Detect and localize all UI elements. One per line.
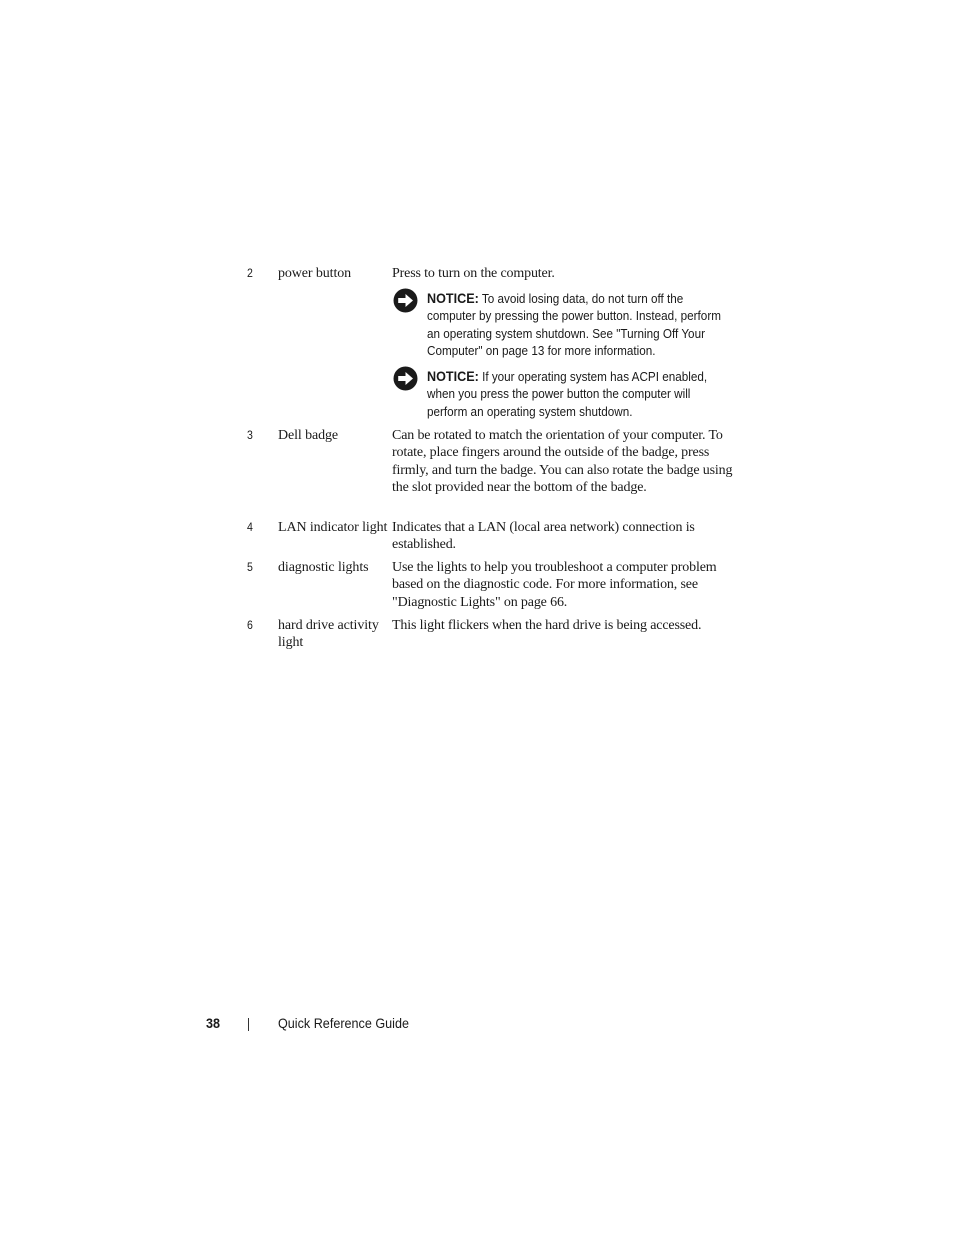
item-description: Indicates that a LAN (local area network) connection is established. <box>392 520 695 553</box>
footer-divider <box>248 1018 249 1031</box>
notice-body: If your operating system has ACPI enabled, when you press the power button the computer will perform an operating system shutdown. <box>427 369 708 419</box>
item-label: diagnostic lights <box>278 560 369 575</box>
notice-text <box>427 368 733 420</box>
notice-label: NOTICE: <box>427 368 479 384</box>
item-label: LAN indicator light <box>278 520 388 535</box>
item-label: Dell badge <box>278 428 339 443</box>
item-description <box>392 265 737 282</box>
notice-label: NOTICE: <box>427 290 479 306</box>
item-number: 5 <box>247 560 253 574</box>
item-number: 3 <box>247 428 253 442</box>
notice-arrow-icon <box>393 366 418 391</box>
item-number: 6 <box>247 618 253 632</box>
notice-arrow-icon <box>393 288 418 313</box>
item-description: Can be rotated to match the orientation of your computer. To rotate, place fingers around the outside of the badge, press firmly, and turn the badge. You can also rotate the badge using the slot provided near the bottom of the badge. <box>392 428 733 495</box>
footer-title: Quick Reference Guide <box>278 1015 409 1031</box>
page-number: 38 <box>206 1015 221 1031</box>
notice-body: To avoid losing data, do not turn off the computer by pressing the power button. Instead, perform an operating system shutdown. See "Turning Off Your Computer" on page 13 for more information. <box>427 291 721 359</box>
item-description-text: Press to turn on the computer. <box>392 266 555 281</box>
item-description: Use the lights to help you troubleshoot a computer problem based on the diagnostic code. For more information, see "Diagnostic Lights" on page 66. <box>392 560 717 610</box>
item-label: power button <box>278 266 352 281</box>
notice-text <box>427 290 733 360</box>
item-label: hard drive activity light <box>278 618 379 651</box>
item-number: 2 <box>247 266 253 280</box>
item-description: This light flickers when the hard drive is being accessed. <box>392 618 702 633</box>
item-number: 4 <box>247 520 253 534</box>
